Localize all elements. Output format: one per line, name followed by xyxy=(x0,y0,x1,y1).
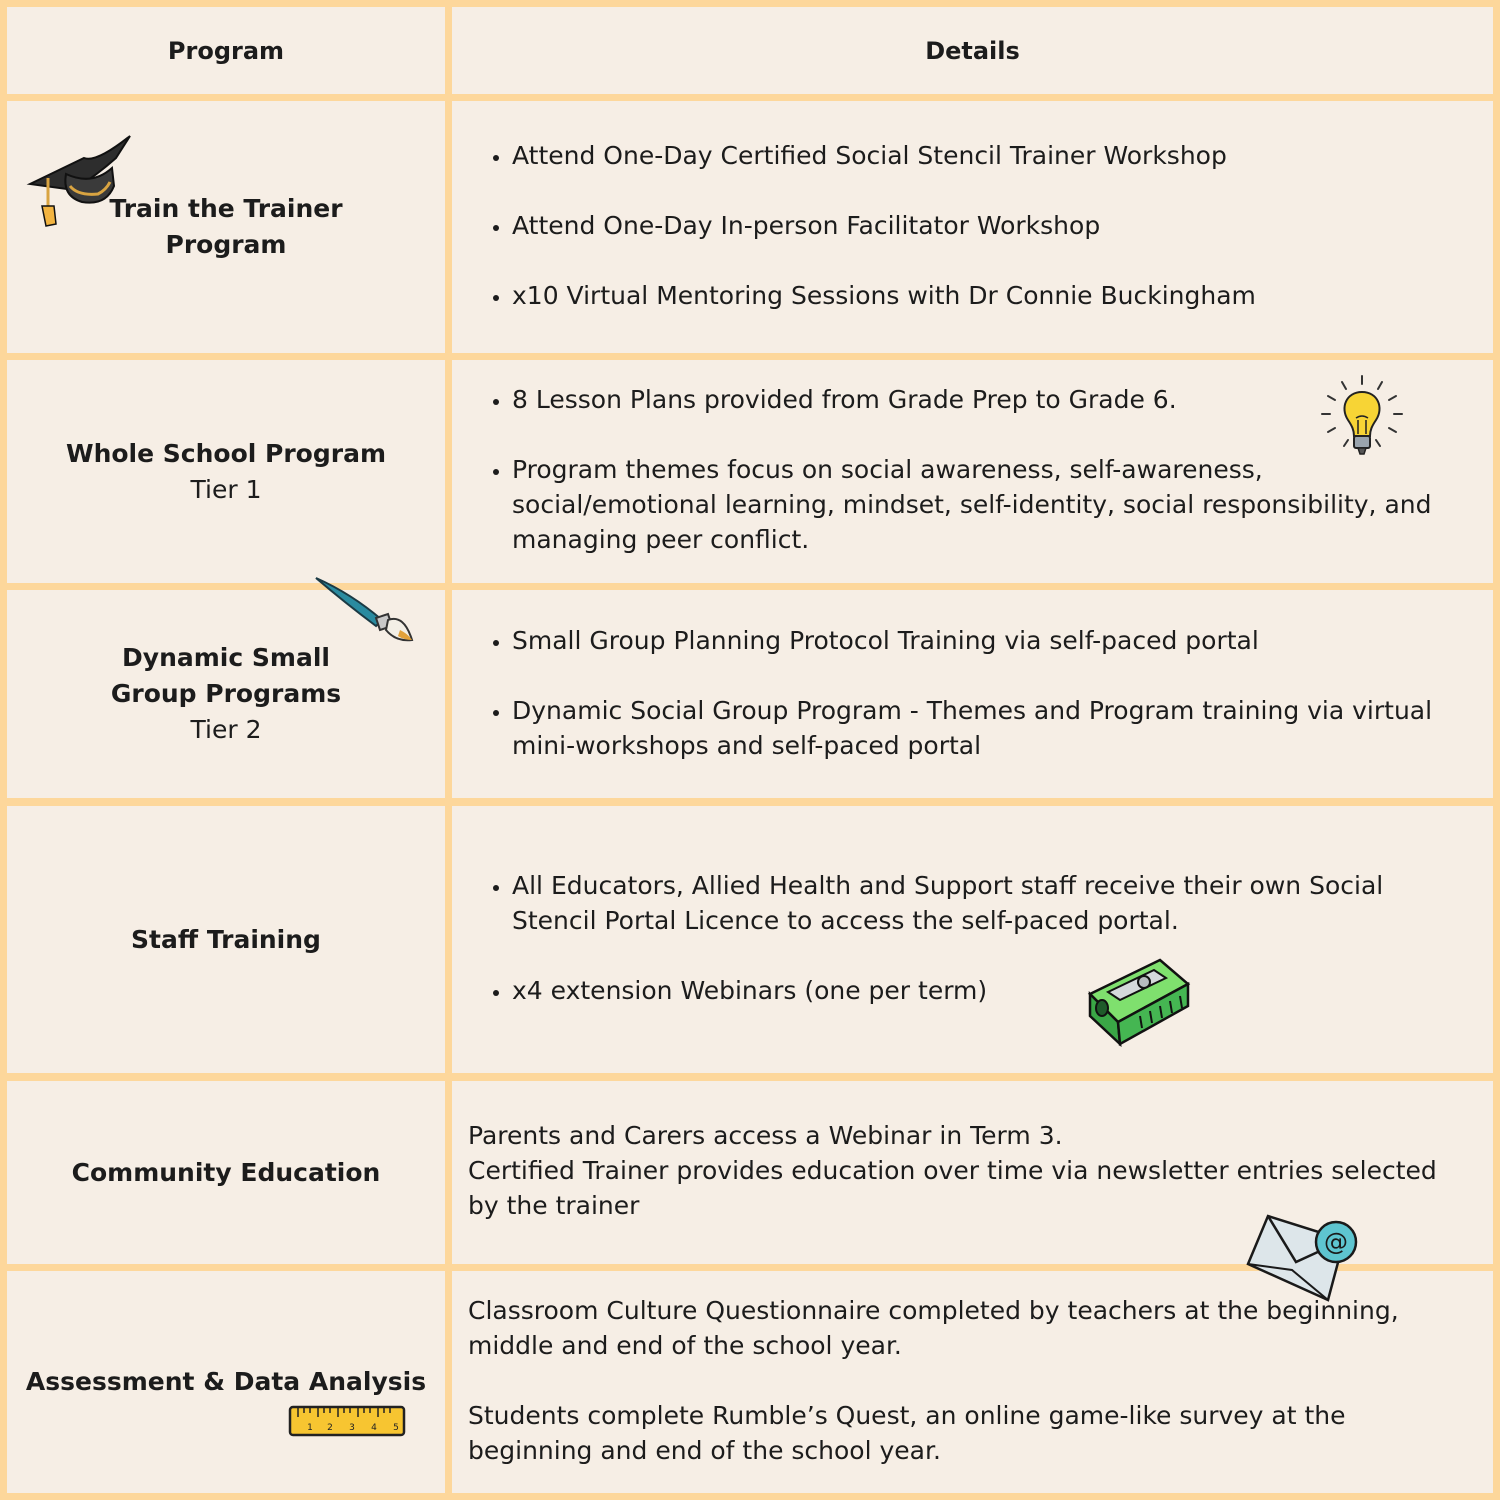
list-item: • Small Group Planning Protocol Training via self-paced portal xyxy=(512,623,1463,658)
program-cell-whole-school xyxy=(7,360,445,583)
program-title: Community Education xyxy=(71,1157,381,1187)
details-list xyxy=(490,868,1463,1008)
header-program-label: Program xyxy=(167,36,285,65)
details-cell-small-group xyxy=(452,590,1493,798)
details-list xyxy=(490,138,1463,313)
details-list xyxy=(490,623,1463,763)
graduation-cap-icon xyxy=(26,128,134,228)
program-cell-assessment xyxy=(7,1271,445,1493)
email-envelope-icon xyxy=(1244,1212,1362,1304)
program-cell-community-education xyxy=(7,1081,445,1264)
ruler-number: 2 xyxy=(327,1423,333,1433)
details-cell-staff-training xyxy=(452,806,1493,1073)
program-title: Staff Training xyxy=(131,924,321,954)
ruler-number: 1 xyxy=(307,1423,313,1433)
program-tier: Tier 1 xyxy=(190,474,262,504)
list-item: • x10 Virtual Mentoring Sessions with Dr Connie Buckingham xyxy=(512,278,1463,313)
header-program xyxy=(7,7,445,94)
pencil-sharpener-icon xyxy=(1084,954,1192,1048)
paintbrush-icon xyxy=(312,574,416,646)
header-details xyxy=(452,7,1493,94)
list-item: • Program themes focus on social awareness, self-awareness, social/emotional learning, mindset, self-identity, social responsibility, and managing peer conflict. xyxy=(512,452,1463,557)
program-title: Whole School Program xyxy=(66,438,386,468)
list-item: • Attend One-Day Certified Social Stencil Trainer Workshop xyxy=(512,138,1463,173)
ruler-icon xyxy=(286,1402,408,1442)
details-cell-assessment xyxy=(452,1271,1493,1493)
lightbulb-icon xyxy=(1318,374,1406,460)
details-line: Parents and Carers access a Webinar in Term 3. xyxy=(468,1121,1063,1150)
program-title: Train the Trainer Program xyxy=(109,194,343,259)
ruler-number: 3 xyxy=(349,1423,355,1433)
list-item: • All Educators, Allied Health and Support staff receive their own Social Stencil Portal Licence to access the self-paced portal. xyxy=(512,868,1463,938)
list-item: • Dynamic Social Group Program - Themes and Program training via virtual mini-workshops and self-paced portal xyxy=(512,693,1463,763)
details-line: Certified Trainer provides education over time via newsletter entries selected by the trainer xyxy=(468,1156,1437,1220)
list-item: • x4 extension Webinars (one per term) xyxy=(512,973,1463,1008)
program-title: Dynamic Small Group Programs xyxy=(110,643,342,708)
header-details-label: Details xyxy=(925,36,1020,65)
details-paragraph: Students complete Rumble’s Quest, an online game-like survey at the beginning and end of the school year. xyxy=(468,1401,1346,1465)
svg-text:@: @ xyxy=(1324,1228,1348,1256)
program-tier: Tier 2 xyxy=(190,715,262,744)
ruler-number: 4 xyxy=(371,1423,377,1433)
details-cell-train-the-trainer xyxy=(452,101,1493,353)
program-title: Assessment & Data Analysis xyxy=(25,1367,427,1396)
list-item: • Attend One-Day In-person Facilitator Workshop xyxy=(512,208,1463,243)
details-paragraph: Classroom Culture Questionnaire completed by teachers at the beginning, middle and end of the school year. xyxy=(468,1296,1399,1360)
list-item: • 8 Lesson Plans provided from Grade Prep to Grade 6. xyxy=(512,382,1463,417)
program-cell-staff-training xyxy=(7,806,445,1073)
ruler-number: 5 xyxy=(393,1423,399,1433)
